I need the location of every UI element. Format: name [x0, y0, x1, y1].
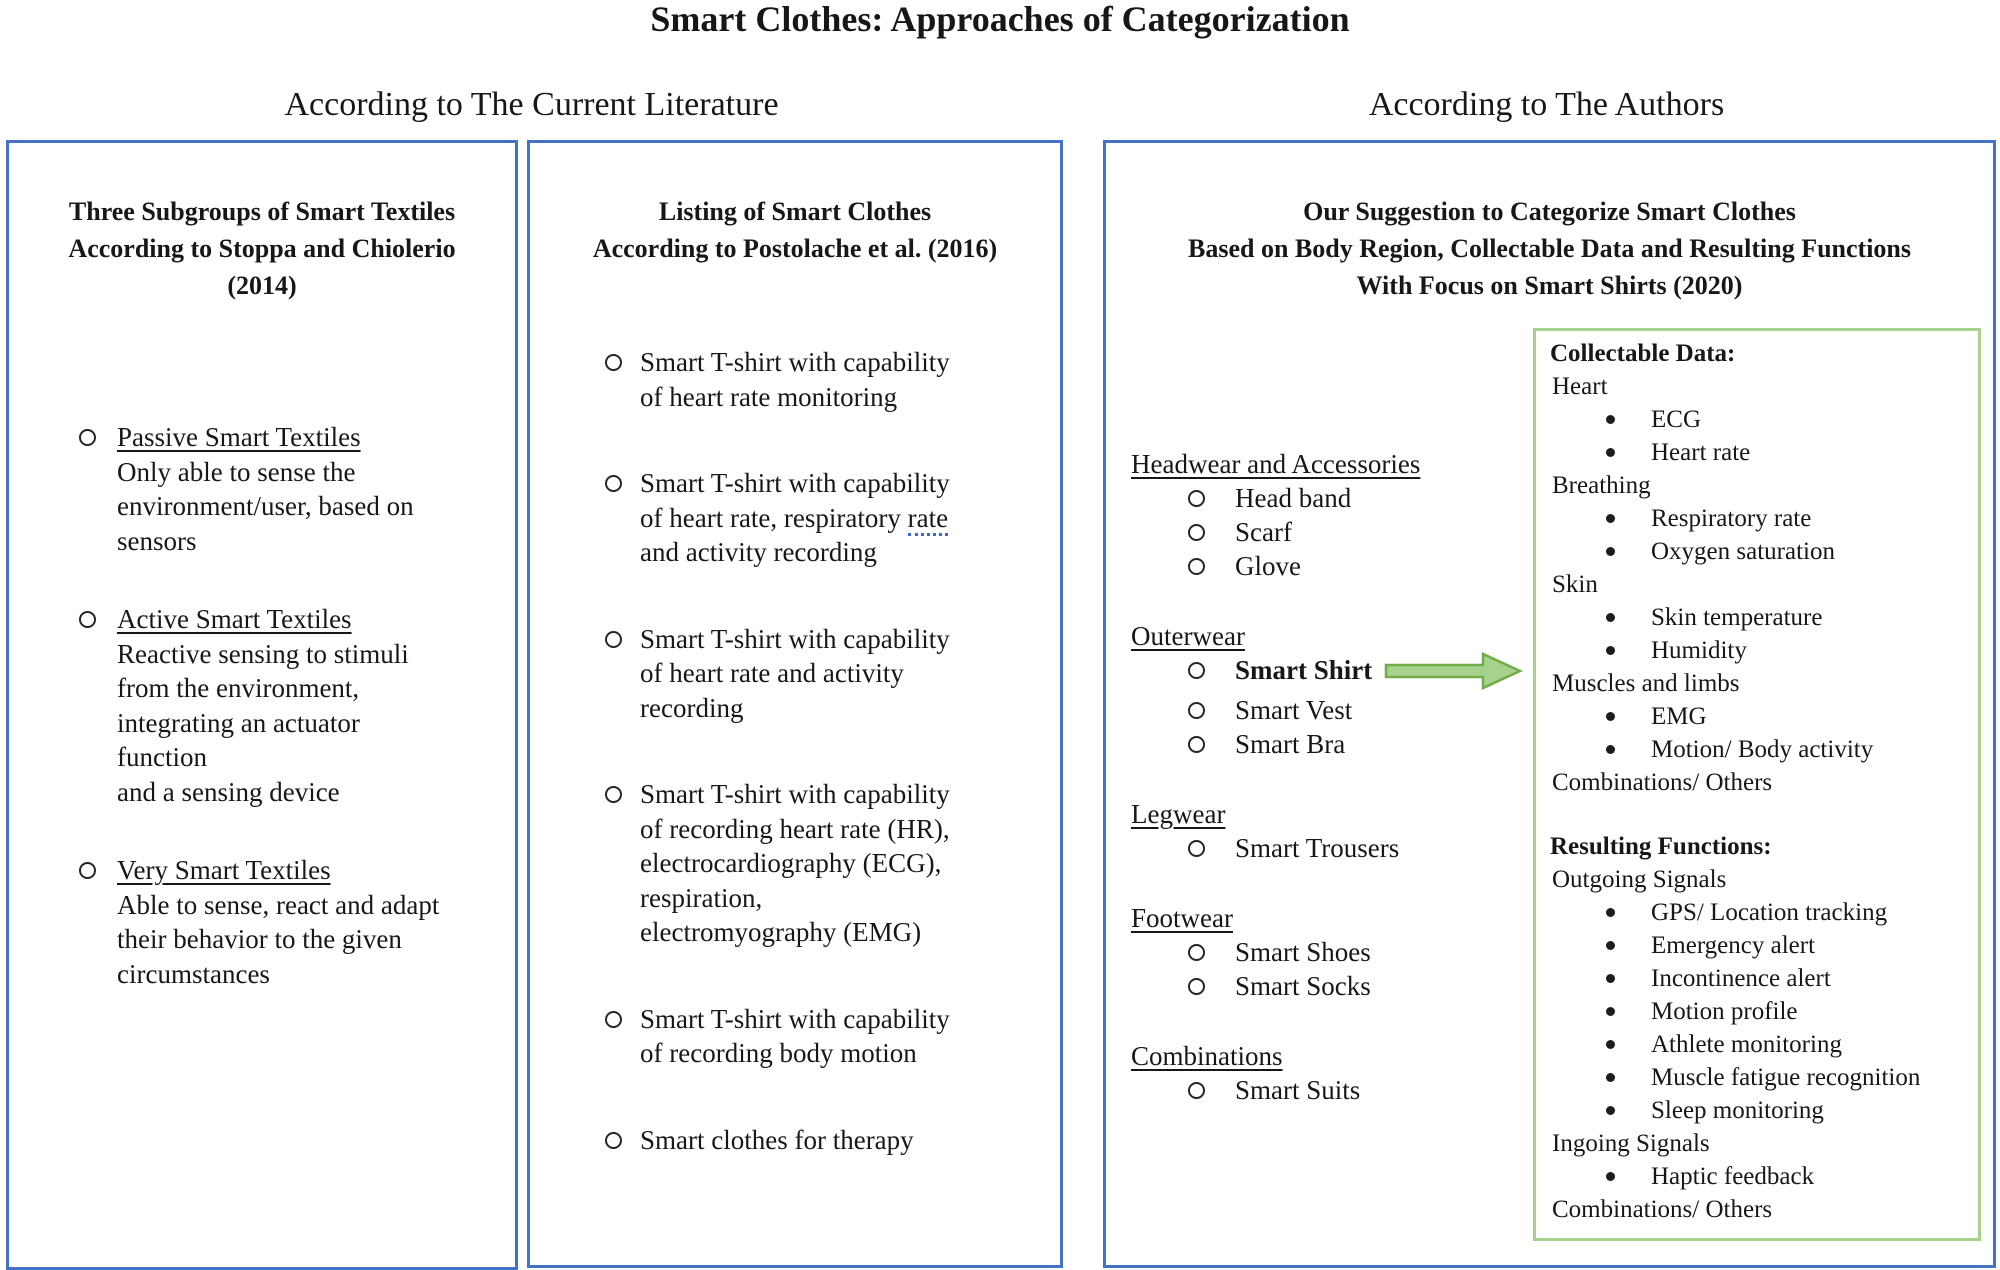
category-item-label: Smart Trousers — [1235, 833, 1400, 863]
data-group-label: Combinations/ Others — [1552, 1196, 1773, 1223]
text-line: and a sensing device — [117, 776, 340, 807]
data-bullet-item — [1550, 601, 1964, 634]
box-title-line: Three Subgroups of Smart Textiles — [68, 197, 456, 226]
filled-dot-bullet-icon — [1606, 613, 1615, 622]
collectable-data-panel — [1533, 328, 1981, 1241]
text-line: recording — [640, 692, 744, 723]
circle-bullet-icon — [79, 862, 96, 879]
category-label: Footwear — [1131, 903, 1233, 933]
data-bullet-item — [1550, 962, 1964, 995]
green-panel-heading: Resulting Functions: — [1550, 833, 1772, 860]
list-item — [9, 853, 515, 991]
filled-dot-bullet-icon — [1606, 415, 1615, 424]
filled-dot-bullet-icon — [1606, 646, 1615, 655]
text-line: Smart T-shirt with capability — [640, 347, 950, 377]
list-item-text — [117, 602, 409, 809]
list-item — [9, 602, 515, 809]
section-header-authors: According to The Authors — [1368, 86, 1725, 123]
text-line: circumstances — [117, 958, 270, 989]
filled-dot-bullet-icon — [1606, 547, 1615, 556]
data-bullet-label: GPS/ Location tracking — [1651, 899, 1888, 926]
text-line: electromyography (EMG) — [640, 917, 922, 947]
filled-dot-bullet-icon — [1606, 1106, 1615, 1115]
text-line: from the environment, — [117, 673, 360, 703]
data-bullet-label: Emergency alert — [1651, 932, 1816, 959]
box-authors-suggestion-title — [1106, 193, 1993, 304]
data-bullet-label: Heart rate — [1651, 439, 1751, 466]
data-bullet-label: Skin temperature — [1651, 604, 1823, 631]
data-bullet-label: Humidity — [1651, 637, 1747, 664]
data-bullet-item — [1550, 436, 1964, 469]
box-title-line: According to Stoppa and Chiolerio — [68, 234, 456, 263]
data-bullet-label: Respiratory rate — [1651, 505, 1812, 532]
data-group-label: Ingoing Signals — [1552, 1130, 1710, 1157]
list-item — [530, 466, 1060, 570]
list-item — [530, 1002, 1060, 1071]
box-title-line: According to Postolache et al. (2016) — [592, 234, 998, 263]
data-bullet-item — [1550, 896, 1964, 929]
text-line: and activity recording — [640, 537, 877, 567]
circle-bullet-icon — [1188, 736, 1205, 753]
data-group-label: Outgoing Signals — [1552, 866, 1727, 893]
subgroup-label: Very Smart Textiles — [117, 855, 331, 885]
list-item-text — [640, 777, 950, 950]
circle-bullet-icon — [1188, 524, 1205, 541]
list-item-text — [640, 1123, 914, 1158]
subgroup-label: Passive Smart Textiles — [117, 422, 361, 452]
circle-bullet-icon — [605, 1011, 622, 1028]
list-item-text — [117, 420, 414, 558]
list-item-text — [640, 466, 950, 570]
category-label: Headwear and Accessories — [1131, 449, 1421, 479]
text-line: Smart T-shirt with capability — [640, 468, 950, 498]
circle-bullet-icon — [1188, 978, 1205, 995]
box-three-subgroups — [6, 140, 518, 1270]
circle-bullet-icon — [605, 786, 622, 803]
filled-dot-bullet-icon — [1606, 514, 1615, 523]
circle-bullet-icon — [605, 354, 622, 371]
text-line: Smart T-shirt with capability — [640, 779, 950, 809]
data-bullet-item — [1550, 634, 1964, 667]
category-item-label: Smart Vest — [1235, 695, 1353, 725]
category-item-label: Scarf — [1235, 517, 1292, 547]
text-line: electrocardiography (ECG), — [640, 848, 942, 878]
list-item-text — [640, 1002, 950, 1071]
circle-bullet-icon — [605, 631, 622, 648]
list-item-text — [640, 345, 950, 414]
data-bullet-item — [1550, 1160, 1964, 1193]
text-line: integrating an actuator — [117, 707, 360, 738]
smart-shirt-arrow-icon — [1384, 649, 1524, 693]
list-item — [9, 420, 515, 558]
data-bullet-label: Haptic feedback — [1651, 1163, 1815, 1190]
text-line: function — [117, 742, 207, 772]
box-authors-suggestion — [1103, 140, 1996, 1268]
data-bullet-label: Incontinence alert — [1651, 965, 1831, 992]
filled-dot-bullet-icon — [1606, 1007, 1615, 1016]
data-bullet-item — [1550, 535, 1964, 568]
circle-bullet-icon — [79, 611, 96, 628]
data-bullet-item — [1550, 995, 1964, 1028]
text-line: of recording heart rate (HR), — [640, 813, 950, 844]
subgroup-label: Active Smart Textiles — [117, 604, 352, 634]
circle-bullet-icon — [1188, 490, 1205, 507]
text-line: Smart clothes for therapy — [640, 1124, 914, 1155]
text-line: Reactive sensing to stimuli — [117, 638, 409, 669]
filled-dot-bullet-icon — [1606, 1073, 1615, 1082]
text-line: respiration, — [640, 882, 763, 913]
box-title-line: Based on Body Region, Collectable Data and Resulting Functions — [1187, 234, 1912, 263]
text-line: sensors — [117, 525, 197, 556]
data-bullet-item — [1550, 733, 1964, 766]
circle-bullet-icon — [1188, 558, 1205, 575]
circle-bullet-icon — [1188, 702, 1205, 719]
text-line: of recording body motion — [640, 1038, 917, 1068]
category-label: Combinations — [1131, 1041, 1283, 1071]
text-line: Able to sense, react and adapt — [117, 889, 440, 920]
category-item-label: Glove — [1235, 551, 1301, 581]
text-line: environment/user, based on — [117, 491, 414, 521]
box-smart-clothes-listing — [527, 140, 1063, 1268]
filled-dot-bullet-icon — [1606, 712, 1615, 721]
data-bullet-label: Sleep monitoring — [1651, 1097, 1824, 1124]
text-line: of heart rate and activity — [640, 658, 904, 688]
box-title-line: Our Suggestion to Categorize Smart Clothes — [1303, 197, 1796, 226]
list-item — [530, 622, 1060, 726]
circle-bullet-icon — [1188, 840, 1205, 857]
list-item — [530, 1123, 1060, 1158]
data-bullet-label: Motion profile — [1651, 998, 1798, 1025]
filled-dot-bullet-icon — [1606, 745, 1615, 754]
data-bullet-label: Muscle fatigue recognition — [1651, 1064, 1921, 1091]
filled-dot-bullet-icon — [1606, 448, 1615, 457]
filled-dot-bullet-icon — [1606, 908, 1615, 917]
list-item — [530, 777, 1060, 950]
box-title-line: (2014) — [227, 271, 297, 300]
text-line: Only able to sense the — [117, 456, 356, 487]
box-title-line: With Focus on Smart Shirts (2020) — [1356, 271, 1743, 300]
filled-dot-bullet-icon — [1606, 974, 1615, 983]
list-item-text — [117, 853, 439, 991]
data-group-label: Combinations/ Others — [1552, 769, 1773, 796]
list-item — [530, 345, 1060, 414]
data-bullet-label: Oxygen saturation — [1651, 538, 1835, 565]
category-item-label: Smart Shoes — [1235, 937, 1371, 967]
figure-title: Smart Clothes: Approaches of Categorization — [650, 0, 1350, 39]
circle-bullet-icon — [1188, 944, 1205, 961]
circle-bullet-icon — [1188, 1082, 1205, 1099]
category-item-label: Smart Suits — [1235, 1075, 1361, 1105]
data-bullet-label: ECG — [1651, 406, 1701, 433]
data-bullet-item — [1550, 502, 1964, 535]
box-three-subgroups-title — [9, 193, 515, 304]
category-item-label: Smart Shirt — [1235, 655, 1373, 685]
green-panel-section — [1550, 337, 1964, 799]
text-line: Smart T-shirt with capability — [640, 1003, 950, 1034]
text-line — [640, 501, 950, 536]
category-item-label: Smart Bra — [1235, 729, 1346, 759]
box-title-line: Listing of Smart Clothes — [658, 197, 932, 226]
data-bullet-item — [1550, 929, 1964, 962]
data-bullet-label: Athlete monitoring — [1651, 1031, 1842, 1058]
text-line: Smart T-shirt with capability — [640, 623, 950, 654]
data-bullet-item — [1550, 700, 1964, 733]
filled-dot-bullet-icon — [1606, 1172, 1615, 1181]
circle-bullet-icon — [1188, 662, 1205, 679]
data-bullet-item — [1550, 403, 1964, 436]
subgroups-list — [9, 420, 515, 991]
circle-bullet-icon — [605, 475, 622, 492]
circle-bullet-icon — [79, 429, 96, 446]
section-header-current-literature: According to The Current Literature — [284, 86, 779, 123]
data-bullet-label: EMG — [1651, 703, 1707, 730]
data-group-label: Heart — [1552, 373, 1608, 400]
category-label: Legwear — [1131, 799, 1226, 829]
category-item-label: Smart Socks — [1235, 971, 1371, 1001]
text-line: of heart rate monitoring — [640, 381, 898, 412]
smart-clothes-list — [530, 345, 1060, 1157]
data-group-label: Skin — [1552, 571, 1598, 598]
text-line: their behavior to the given — [117, 924, 402, 954]
category-label: Outerwear — [1131, 621, 1245, 651]
data-group-label: Breathing — [1552, 472, 1651, 499]
list-item-text — [640, 622, 950, 726]
filled-dot-bullet-icon — [1606, 1040, 1615, 1049]
category-item-label: Head band — [1235, 483, 1352, 513]
data-bullet-item — [1550, 1061, 1964, 1094]
data-group-label: Muscles and limbs — [1552, 670, 1740, 697]
text-segment: of heart rate, respiratory — [640, 502, 908, 533]
green-panel-section — [1550, 830, 1964, 1226]
spellcheck-underlined-word: rate — [908, 503, 948, 536]
data-bullet-label: Motion/ Body activity — [1651, 736, 1874, 763]
circle-bullet-icon — [605, 1132, 622, 1149]
data-bullet-item — [1550, 1094, 1964, 1127]
filled-dot-bullet-icon — [1606, 941, 1615, 950]
data-bullet-item — [1550, 1028, 1964, 1061]
box-smart-clothes-listing-title — [530, 193, 1060, 267]
green-panel-heading: Collectable Data: — [1550, 340, 1736, 367]
